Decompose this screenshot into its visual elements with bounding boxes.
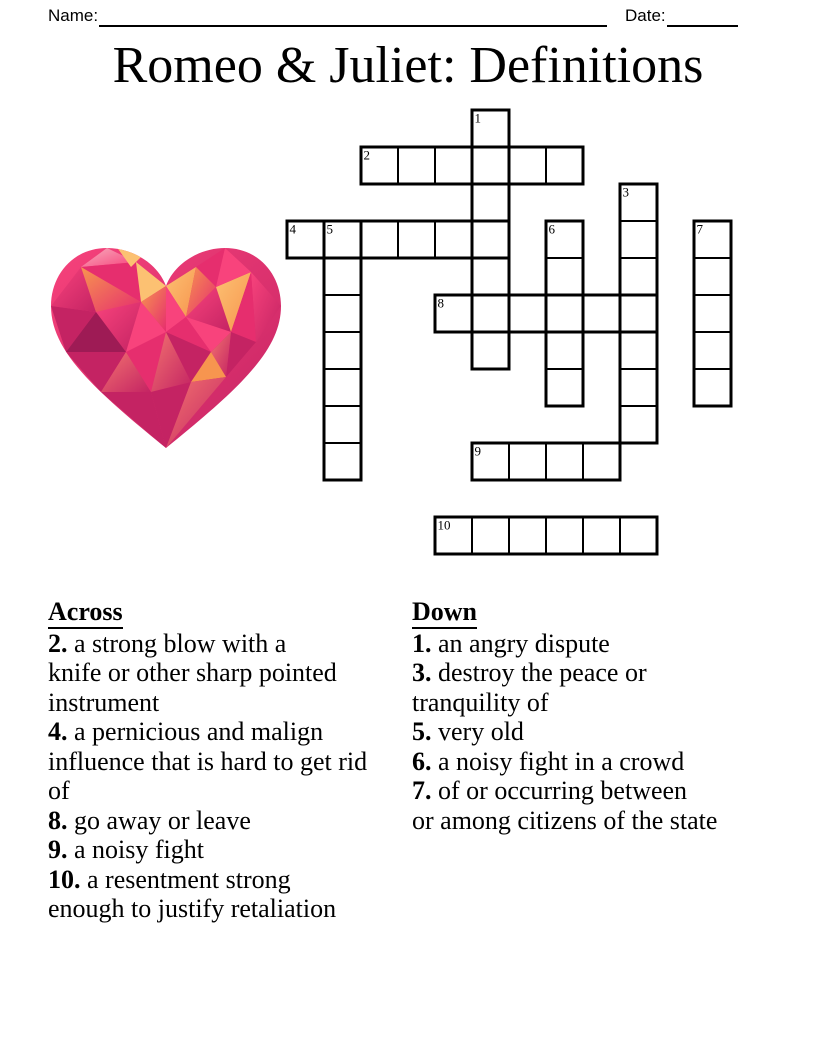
clue-number: 8. xyxy=(48,805,68,835)
grid-number-2: 2 xyxy=(363,147,370,163)
clue-3-line-2: tranquility of xyxy=(412,687,549,717)
clue-3-line-1: 3. destroy the peace or xyxy=(412,658,647,687)
clue-7-line-2: or among citizens of the state xyxy=(412,805,718,835)
grid-cell-r4-c5[interactable] xyxy=(472,258,509,295)
across-clues-section xyxy=(48,597,420,924)
grid-cell-r8-c9[interactable] xyxy=(620,406,657,443)
across-heading xyxy=(48,597,420,629)
clue-1-line-1: 1. an angry dispute xyxy=(412,628,610,658)
grid-cell-r7-c1[interactable] xyxy=(324,369,361,406)
clue-4-line-2: influence that is hard to get rid xyxy=(48,746,368,776)
grid-cell-r3-c5[interactable] xyxy=(472,221,509,258)
grid-number-5: 5 xyxy=(326,221,333,237)
grid-cell-r9-c6[interactable] xyxy=(509,443,546,480)
grid-number-6: 6 xyxy=(548,221,555,237)
grid-cell-r3-c2[interactable] xyxy=(361,221,398,258)
grid-cell-r9-c8[interactable] xyxy=(583,443,620,480)
clue-4-line-1: 4. a pernicious and malign xyxy=(48,717,324,746)
grid-number-1: 1 xyxy=(474,110,481,126)
grid-cell-r6-c9[interactable] xyxy=(620,332,657,369)
date-label: Date: xyxy=(625,6,666,25)
grid-cell-r1-c5[interactable] xyxy=(472,147,509,184)
grid-cell-r3-c3[interactable] xyxy=(398,221,435,258)
grid-cell-r9-c1[interactable] xyxy=(324,443,361,480)
grid-cell-r6-c11[interactable] xyxy=(694,332,731,369)
grid-cell-r5-c1[interactable] xyxy=(324,295,361,332)
clue-4-line-3: of xyxy=(48,776,70,805)
grid-cell-r7-c7[interactable] xyxy=(546,369,583,406)
grid-number-4: 4 xyxy=(289,221,296,237)
clue-number: 3. xyxy=(412,658,432,687)
grid-cell-r11-c9[interactable] xyxy=(620,517,657,554)
grid-number-3: 3 xyxy=(622,184,629,200)
grid-cell-r4-c9[interactable] xyxy=(620,258,657,295)
grid-number-7: 7 xyxy=(696,221,703,237)
clue-2-line-3: instrument xyxy=(48,687,160,717)
grid-cell-r1-c4[interactable] xyxy=(435,147,472,184)
clue-number: 4. xyxy=(48,717,68,746)
clue-10-line-2: enough to justify retaliation xyxy=(48,894,337,923)
clue-8-line-1: 8. go away or leave xyxy=(48,805,251,835)
clue-2-line-1: 2. a strong blow with a xyxy=(48,628,287,658)
clue-number: 5. xyxy=(412,717,432,746)
grid-cell-r7-c9[interactable] xyxy=(620,369,657,406)
grid-cell-r5-c5[interactable] xyxy=(472,295,509,332)
grid-number-9: 9 xyxy=(474,443,481,459)
page-title: Romeo & Juliet: Definitions xyxy=(112,37,704,94)
grid-cell-r6-c7[interactable] xyxy=(546,332,583,369)
clue-9-line-1: 9. a noisy fight xyxy=(48,835,204,864)
across-heading-text: Across xyxy=(48,597,123,629)
across-clue-list xyxy=(48,629,420,924)
grid-cell-r1-c6[interactable] xyxy=(509,147,546,184)
grid-cell-r11-c5[interactable] xyxy=(472,517,509,554)
clue-number: 2. xyxy=(48,628,68,658)
clue-number: 10. xyxy=(48,864,81,894)
grid-cell-r5-c9[interactable] xyxy=(620,295,657,332)
clue-number: 6. xyxy=(412,746,432,776)
name-label: Name: xyxy=(48,6,99,25)
clue-10-line-1: 10. a resentment strong xyxy=(48,864,291,894)
down-clues-section xyxy=(412,597,772,835)
grid-cell-r2-c5[interactable] xyxy=(472,184,509,221)
grid-cell-r1-c3[interactable] xyxy=(398,147,435,184)
grid-cell-r4-c7[interactable] xyxy=(546,258,583,295)
clue-number: 7. xyxy=(412,776,432,805)
grid-number-10: 10 xyxy=(437,517,451,533)
down-heading xyxy=(412,597,772,629)
grid-cell-r9-c7[interactable] xyxy=(546,443,583,480)
down-heading-text: Down xyxy=(412,597,477,629)
down-clue-list xyxy=(412,629,772,836)
grid-cell-r5-c7[interactable] xyxy=(546,295,583,332)
grid-cell-r11-c7[interactable] xyxy=(546,517,583,554)
grid-cell-r5-c11[interactable] xyxy=(694,295,731,332)
grid-cell-r6-c1[interactable] xyxy=(324,332,361,369)
clue-6-line-1: 6. a noisy fight in a crowd xyxy=(412,746,685,776)
grid-cell-r4-c1[interactable] xyxy=(324,258,361,295)
grid-cell-r3-c4[interactable] xyxy=(435,221,472,258)
clue-2-line-2: knife or other sharp pointed xyxy=(48,658,337,687)
grid-cell-r11-c6[interactable] xyxy=(509,517,546,554)
grid-cell-r11-c8[interactable] xyxy=(583,517,620,554)
grid-cell-r6-c5[interactable] xyxy=(472,332,509,369)
grid-cell-r5-c8[interactable] xyxy=(583,295,620,332)
grid-cell-r5-c6[interactable] xyxy=(509,295,546,332)
clue-number: 1. xyxy=(412,628,432,658)
grid-cell-r1-c7[interactable] xyxy=(546,147,583,184)
clue-number: 9. xyxy=(48,835,68,864)
grid-number-8: 8 xyxy=(437,295,444,311)
grid-cell-r8-c1[interactable] xyxy=(324,406,361,443)
grid-cell-r4-c11[interactable] xyxy=(694,258,731,295)
grid-cell-r7-c11[interactable] xyxy=(694,369,731,406)
grid-cell-r3-c9[interactable] xyxy=(620,221,657,258)
clue-7-line-1: 7. of or occurring between xyxy=(412,776,688,805)
clue-5-line-1: 5. very old xyxy=(412,717,524,746)
